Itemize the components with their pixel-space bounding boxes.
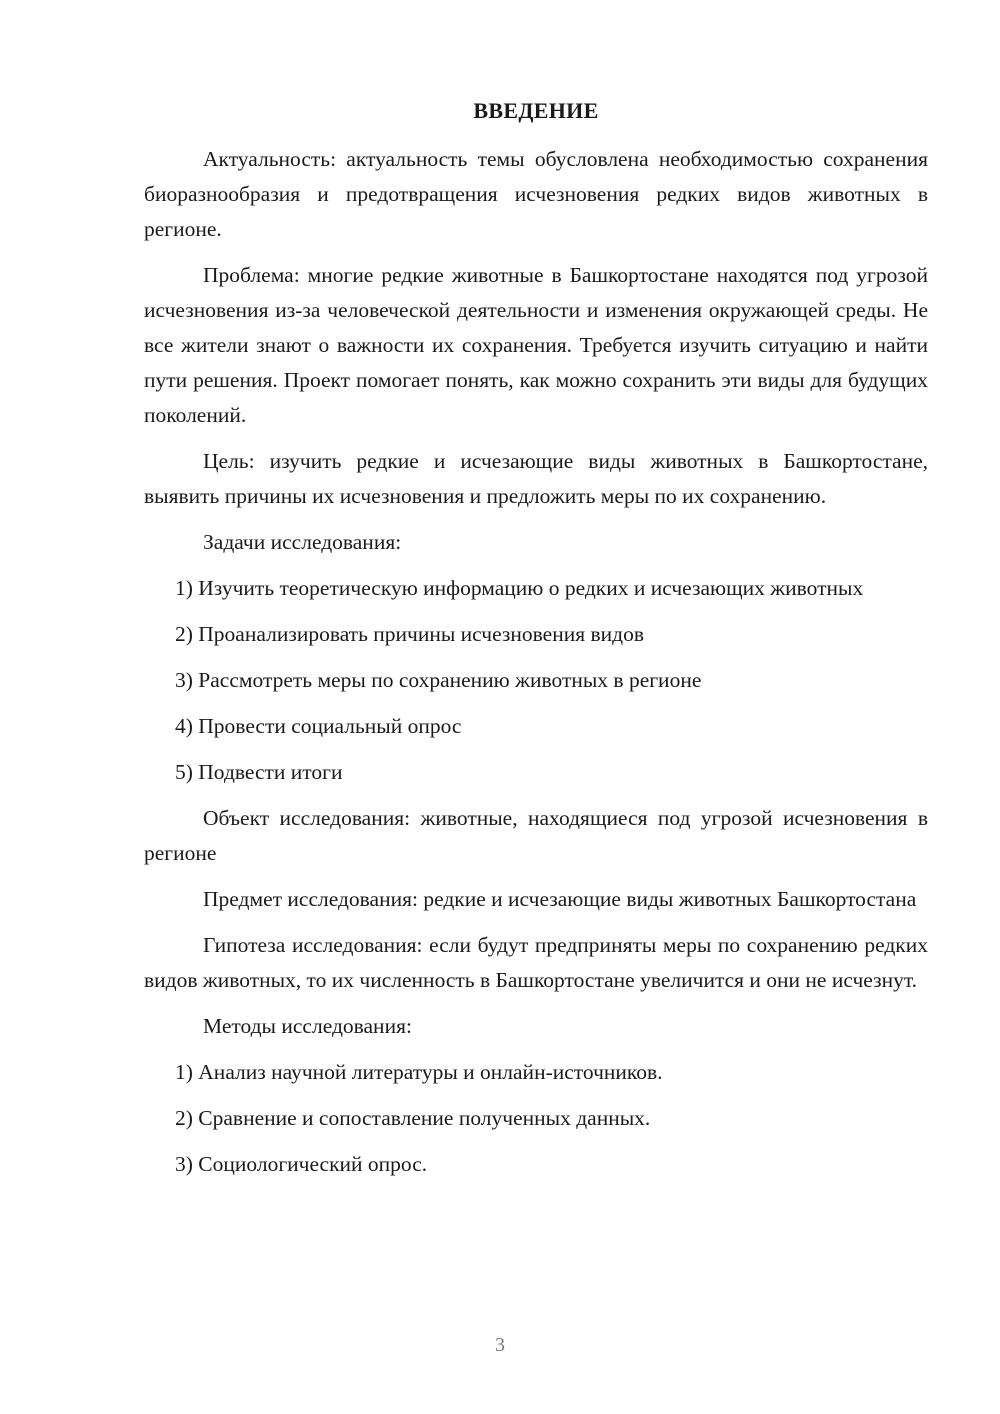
goal-paragraph: Цель: изучить редкие и исчезающие виды животных в Башкортостане, выявить причины их исчезновения и предложить меры по их сохранению.: [144, 449, 928, 508]
method-item-2: 2) Сравнение и сопоставление полученных данных.: [175, 1106, 651, 1130]
method-item-1: 1) Анализ научной литературы и онлайн-источников.: [175, 1060, 663, 1084]
method-item-3: 3) Социологический опрос.: [175, 1152, 428, 1176]
task-item-2: 2) Проанализировать причины исчезновения видов: [175, 622, 644, 646]
methods-heading: Методы исследования:: [203, 1014, 412, 1038]
hypothesis-paragraph: Гипотеза исследования: если будут предприняты меры по сохранению редких видов животных, то их численность в Башкортостане увеличится и они не исчезнут.: [144, 933, 928, 992]
document-page: [144, 94, 928, 1193]
page-title: ВВЕДЕНИЕ: [473, 98, 599, 123]
page-number: 3: [495, 1334, 505, 1356]
relevance-paragraph: Актуальность: актуальность темы обусловлена необходимостью сохранения биоразнообразия и предотвращения исчезновения редких видов животных в регионе.: [144, 147, 928, 241]
task-item-5: 5) Подвести итоги: [175, 760, 343, 784]
task-item-4: 4) Провести социальный опрос: [175, 714, 462, 738]
task-item-3: 3) Рассмотреть меры по сохранению животных в регионе: [175, 668, 702, 692]
tasks-heading: Задачи исследования:: [203, 530, 402, 554]
subject-paragraph: Предмет исследования: редкие и исчезающие виды животных Башкортостана: [203, 887, 917, 911]
task-item-1: 1) Изучить теоретическую информацию о редких и исчезающих животных: [175, 576, 864, 600]
problem-paragraph: Проблема: многие редкие животные в Башкортостане находятся под угрозой исчезновения из-за человеческой деятельности и изменения окружающей среды. Не все жители знают о важности их сохранения. Требуется изучить ситуацию и найти пути решения. Проект помогает понять, как можно сохранить эти виды для будущих поколений.: [144, 263, 928, 427]
object-paragraph: Объект исследования: животные, находящиеся под угрозой исчезновения в регионе: [144, 806, 928, 865]
